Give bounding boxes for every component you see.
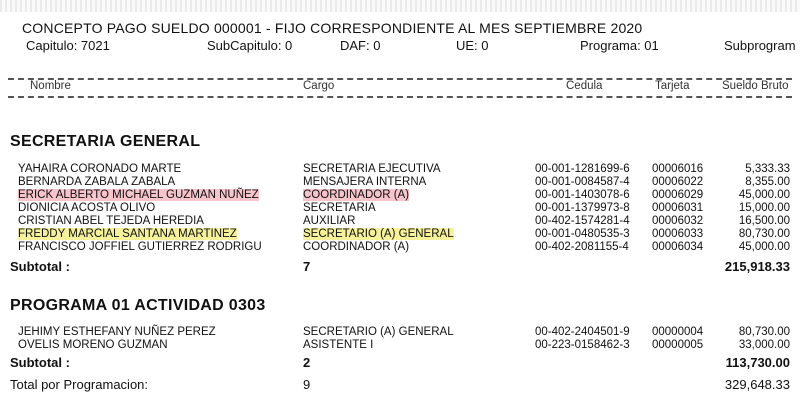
table-row — [0, 215, 800, 228]
employee-tarjeta: 00006033 — [652, 228, 704, 240]
employee-sueldo: 45,000.00 — [738, 241, 790, 253]
employee-cedula: 00-001-0084587-4 — [535, 176, 630, 188]
table-row — [0, 339, 800, 352]
programa: Programa: 01 — [580, 38, 659, 53]
employee-tarjeta: 00000004 — [652, 326, 704, 338]
employee-cargo: AUXILIAR — [303, 215, 356, 227]
subcapitulo: SubCapitulo: 0 — [207, 38, 293, 53]
employee-sueldo: 16,500.00 — [738, 215, 790, 227]
employee-cedula: 00-001-1281699-6 — [535, 163, 630, 175]
employee-tarjeta: 00006029 — [652, 189, 704, 201]
employee-name: FRANCISCO JOFFIEL GUTIERREZ RODRIGU — [18, 241, 262, 253]
employee-name-highlighted: FREDDY MARCIAL SANTANA MARTINEZ — [18, 228, 237, 240]
capitulo: Capitulo: 7021 — [26, 38, 110, 53]
employee-cargo: SECRETARIA — [303, 202, 376, 214]
col-sueldo: Sueldo Bruto — [722, 80, 789, 92]
subtotal-count: 7 — [303, 259, 311, 274]
employee-sueldo: 5,333.33 — [745, 163, 790, 175]
col-cedula: Cedula — [566, 80, 603, 92]
employee-name: CRISTIAN ABEL TEJEDA HEREDIA — [18, 215, 204, 227]
subtotal-label: Subtotal : — [10, 259, 70, 274]
employee-tarjeta: 00006022 — [652, 176, 704, 188]
employee-tarjeta: 00006034 — [652, 241, 704, 253]
subtotal-amount: 113,730.00 — [725, 355, 790, 370]
employee-tarjeta: 00006031 — [652, 202, 704, 214]
employee-name: BERNARDA ZABALA ZABALA — [18, 176, 176, 188]
employee-name: OVELIS MORENO GUZMAN — [18, 339, 168, 351]
employee-sueldo: 45,000.00 — [738, 189, 790, 201]
employee-name: DIONICIA ACOSTA OLIVO — [18, 202, 156, 214]
employee-tarjeta: 00006016 — [652, 163, 704, 175]
employee-cedula: 00-223-0158462-3 — [535, 339, 630, 351]
total-amount: 329,648.33 — [724, 377, 790, 392]
daf: DAF: 0 — [340, 38, 381, 53]
divider-bottom — [8, 96, 792, 98]
total-label: Total por Programacion: — [10, 377, 149, 392]
employee-tarjeta: 00000005 — [652, 339, 704, 351]
employee-sueldo: 80,730.00 — [738, 228, 790, 240]
table-row — [0, 176, 800, 189]
employee-name: YAHAIRA CORONADO MARTE — [18, 163, 182, 175]
employee-cedula: 00-402-2404501-9 — [535, 326, 630, 338]
table-row — [0, 189, 800, 202]
employee-cedula: 00-001-1403078-6 — [535, 189, 630, 201]
employee-sueldo: 80,730.00 — [738, 326, 790, 338]
employee-cargo: MENSAJERA INTERNA — [303, 176, 427, 188]
col-nombre: Nombre — [30, 80, 71, 92]
report-title: CONCEPTO PAGO SUELDO 000001 - FIJO CORRESPONDIENTE AL MES SEPTIEMBRE 2020 — [22, 20, 643, 36]
table-row — [0, 202, 800, 215]
subtotal-label: Subtotal : — [10, 355, 70, 370]
employee-sueldo: 33,000.00 — [738, 339, 790, 351]
col-cargo: Cargo — [303, 80, 335, 92]
total-count: 9 — [303, 377, 311, 392]
employee-cedula: 00-402-2081155-4 — [535, 241, 629, 253]
table-row — [0, 326, 800, 339]
employee-cedula: 00-001-0480535-3 — [535, 228, 630, 240]
section-title: PROGRAMA 01 ACTIVIDAD 0303 — [10, 297, 266, 314]
ue: UE: 0 — [456, 38, 489, 53]
employee-name-highlighted: ERICK ALBERTO MICHAEL GUZMAN NUÑEZ — [18, 189, 259, 201]
subtotal-count: 2 — [303, 355, 311, 370]
employee-sueldo: 15,000.00 — [738, 202, 790, 214]
employee-cedula: 00-001-1379973-8 — [535, 202, 630, 214]
employee-cargo: ASISTENTE I — [303, 339, 374, 351]
table-row — [0, 163, 800, 176]
table-row — [0, 241, 800, 254]
employee-cargo-highlighted: COORDINADOR (A) — [303, 189, 410, 201]
employee-cargo: SECRETARIO (A) GENERAL — [303, 326, 454, 338]
subtotal-amount: 215,918.33 — [724, 259, 790, 274]
employee-cargo: SECRETARIA EJECUTIVA — [303, 163, 441, 175]
employee-tarjeta: 00006032 — [652, 215, 704, 227]
employee-cargo-highlighted: SECRETARIO (A) GENERAL — [303, 228, 454, 240]
employee-cargo: COORDINADOR (A) — [303, 241, 410, 253]
subprograma: Subprogram — [724, 38, 796, 53]
scan-artifact — [0, 0, 800, 12]
employee-sueldo: 8,355.00 — [745, 176, 790, 188]
col-tarjeta: Tarjeta — [655, 80, 690, 92]
table-row — [0, 228, 800, 241]
employee-cedula: 00-402-1574281-4 — [535, 215, 630, 227]
employee-name: JEHIMY ESTHEFANY NUÑEZ PEREZ — [18, 326, 216, 338]
section-title: SECRETARIA GENERAL — [10, 133, 201, 150]
